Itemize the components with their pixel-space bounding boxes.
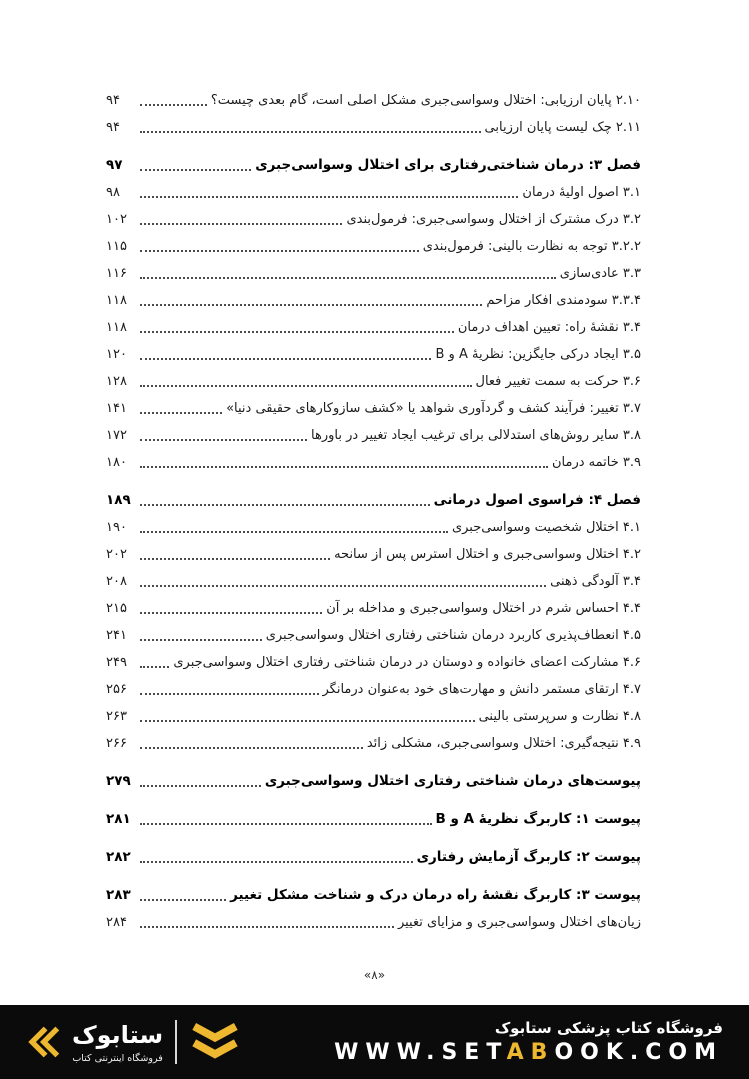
- toc-entry-page: ۱۱۸: [106, 320, 127, 335]
- toc-entry-page: ۲۱۵: [106, 601, 127, 616]
- toc-row: [106, 151, 641, 178]
- toc-entry-title: فصل ۴: فراسوی اصول درمانی: [433, 492, 641, 508]
- store-name: فروشگاه کتاب پزشکی ستابوک: [494, 1018, 723, 1037]
- toc-leader-dots: [140, 412, 222, 414]
- toc-entry-title: ۳.۸ سایر روش‌های استدلالی برای ترغیب ایجاد تغییر در باورها: [311, 428, 641, 443]
- toc-entry-page: ۲۸۳: [106, 887, 131, 903]
- toc-entry-page: ۱۱۵: [106, 239, 127, 254]
- toc-entry-title: ۳.۳.۴ سودمندی افکار مزاحم: [486, 293, 641, 308]
- toc-list: [106, 86, 641, 935]
- toc-row: [106, 513, 641, 540]
- toc-entry-title: پیوست ۱: کاربرگ نظریهٔ A و B: [435, 811, 641, 827]
- toc-row: [106, 767, 641, 794]
- toc-row: [106, 259, 641, 286]
- toc-leader-dots: [140, 823, 432, 825]
- toc-entry-page: ۱۲۰: [106, 347, 127, 362]
- toc-entry-title: ۴.۴ احساس شرم در اختلال وسواسی‌جبری و مداخله بر آن: [326, 601, 641, 616]
- toc-row: [106, 86, 641, 113]
- toc-entry-page: ۲۴۹: [106, 655, 127, 670]
- toc-entry-title: ۴.۷ ارتقای مستمر دانش و مهارت‌های خود به‌عنوان درمانگر: [322, 682, 641, 697]
- toc-entry-page: ۲۰۲: [106, 547, 127, 562]
- toc-entry-page: ۲۸۴: [106, 915, 127, 930]
- toc-row: [106, 675, 641, 702]
- toc-entry-page: ۹۴: [106, 93, 120, 108]
- toc-entry-page: ۲۰۸: [106, 574, 127, 589]
- toc-leader-dots: [140, 639, 262, 641]
- toc-entry-title: ۳.۲.۲ توجه به نظارت بالینی: فرمول‌بندی: [422, 239, 641, 254]
- toc-entry-title: ۳.۳ عادی‌سازی: [559, 266, 641, 281]
- toc-entry-title: ۳.۴ آلودگی ذهنی: [550, 574, 641, 589]
- toc-leader-dots: [140, 693, 319, 695]
- toc-entry-page: ۹۸: [106, 185, 120, 200]
- toc-row: [106, 421, 641, 448]
- folio-page-number: «۸»: [363, 968, 386, 982]
- toc-entry-title: زیان‌های اختلال وسواسی‌جبری و مزایای تغییر: [397, 915, 641, 930]
- toc-entry-title: ۴.۹ نتیجه‌گیری: اختلال وسواسی‌جبری، مشکلی زائد: [366, 736, 641, 751]
- toc-entry-page: ۹۷: [106, 157, 123, 173]
- toc-entry-page: ۱۱۸: [106, 293, 127, 308]
- toc-row: [106, 881, 641, 908]
- toc-entry-title: ۴.۱ اختلال شخصیت وسواسی‌جبری: [451, 520, 641, 535]
- toc-entry-page: ۲۴۱: [106, 628, 127, 643]
- toc-leader-dots: [140, 612, 322, 614]
- toc-row: [106, 178, 641, 205]
- toc-entry-page: ۲۸۱: [106, 811, 131, 827]
- toc-entry-title: پیوست‌های درمان شناختی رفتاری اختلال وسواسی‌جبری: [264, 773, 641, 789]
- toc-row: [106, 232, 641, 259]
- toc-row: [106, 702, 641, 729]
- setabook-logo: [24, 1005, 241, 1079]
- toc-entry-title: ۳.۴ نقشهٔ راه: تعیین اهداف درمان: [457, 320, 641, 335]
- toc-row: [106, 205, 641, 232]
- toc-row: [106, 286, 641, 313]
- toc-leader-dots: [140, 531, 448, 533]
- toc-leader-dots: [140, 720, 475, 722]
- logo-divider: [175, 1020, 177, 1064]
- double-chevron-icon: [24, 1023, 60, 1061]
- toc-entry-title: پیوست ۳: کاربرگ نقشهٔ راه درمان درک و شناخت مشکل تغییر: [230, 887, 641, 903]
- toc-entry-page: ۲۵۶: [106, 682, 127, 697]
- toc-leader-dots: [140, 131, 481, 133]
- toc-row: [106, 340, 641, 367]
- toc-leader-dots: [140, 585, 546, 587]
- toc-row: [106, 594, 641, 621]
- toc-entry-title: ۳.۷ تغییر: فرآیند کشف و گردآوری شواهد یا «کشف سازوکارهای حقیقی دنیا»: [226, 401, 641, 416]
- toc-row: [106, 621, 641, 648]
- toc-entry-title: ۳.۲ درک مشترک از اختلال وسواسی‌جبری: فرمول‌بندی: [346, 212, 641, 227]
- toc-entry-page: ۲۸۲: [106, 849, 131, 865]
- toc-entry-title: ۴.۸ نظارت و سرپرستی بالینی: [478, 709, 641, 724]
- toc-row: [106, 567, 641, 594]
- toc-entry-page: ۱۸۹: [106, 492, 131, 508]
- toc-leader-dots: [140, 304, 482, 306]
- toc-leader-dots: [140, 861, 413, 863]
- toc-entry-page: ۱۰۲: [106, 212, 127, 227]
- toc-leader-dots: [140, 277, 556, 279]
- toc-leader-dots: [140, 358, 431, 360]
- toc-row: [106, 313, 641, 340]
- toc-leader-dots: [140, 666, 169, 668]
- toc-entry-page: ۲۶۶: [106, 736, 127, 751]
- toc-leader-dots: [140, 385, 472, 387]
- footer-bar: [0, 1005, 749, 1079]
- toc-row: [106, 648, 641, 675]
- toc-leader-dots: [140, 104, 207, 106]
- toc-leader-dots: [140, 331, 454, 333]
- toc-entry-page: ۹۴: [106, 120, 120, 135]
- toc-row: [106, 486, 641, 513]
- toc-leader-dots: [140, 926, 394, 928]
- toc-entry-title: فصل ۳: درمان شناختی‌رفتاری برای اختلال وسواسی‌جبری: [255, 157, 641, 173]
- logo-name: ستابوک: [72, 1020, 164, 1049]
- toc-entry-page: ۲۷۹: [106, 773, 131, 789]
- toc-entry-title: ۴.۶ مشارکت اعضای خانواده و دوستان در درمان شناختی رفتاری اختلال وسواسی‌جبری: [173, 655, 641, 670]
- toc-entry-title: ۳.۶ حرکت به سمت تغییر فعال: [475, 374, 641, 389]
- toc-entry-page: ۱۴۱: [106, 401, 127, 416]
- toc-row: [106, 113, 641, 140]
- toc-leader-dots: [140, 169, 251, 171]
- toc-leader-dots: [140, 466, 548, 468]
- toc-leader-dots: [140, 250, 419, 252]
- book-emblem-icon: [189, 1019, 241, 1065]
- logo-text-block: [72, 1021, 163, 1064]
- toc-entry-page: ۱۷۲: [106, 428, 127, 443]
- toc-row: [106, 843, 641, 870]
- toc-entry-page: ۱۸۰: [106, 455, 127, 470]
- toc-leader-dots: [140, 223, 342, 225]
- website-text: WWW.SETABOOK.COM: [334, 1039, 723, 1065]
- toc-entry-page: ۱۹۰: [106, 520, 127, 535]
- toc-row: [106, 729, 641, 756]
- toc-entry-title: ۲.۱۱ چک لیست پایان ارزیابی: [484, 120, 641, 135]
- toc-entry-title: ۲.۱۰ پایان ارزیابی: اختلال وسواسی‌جبری مشکل اصلی است، گام بعدی چیست؟: [210, 93, 641, 108]
- toc-leader-dots: [140, 504, 430, 506]
- toc-leader-dots: [140, 439, 307, 441]
- toc-entry-title: ۴.۲ اختلال وسواسی‌جبری و اختلال استرس پس از سانحه: [334, 547, 641, 562]
- toc-row: [106, 540, 641, 567]
- toc-row: [106, 908, 641, 935]
- toc-leader-dots: [140, 196, 518, 198]
- toc-entry-title: ۳.۵ ایجاد درکی جایگزین: نظریهٔ A و B: [435, 347, 641, 362]
- toc-entry-page: ۲۶۳: [106, 709, 127, 724]
- toc-row: [106, 805, 641, 832]
- toc-row: [106, 448, 641, 475]
- toc-leader-dots: [140, 785, 261, 787]
- toc-entry-title: پیوست ۲: کاربرگ آزمایش رفتاری: [416, 849, 641, 865]
- toc-leader-dots: [140, 899, 226, 901]
- toc-row: [106, 394, 641, 421]
- toc-entry-title: ۳.۹ خاتمه درمان: [551, 455, 641, 470]
- toc-entry-page: ۱۱۶: [106, 266, 127, 281]
- footer-right-block: [334, 1019, 723, 1066]
- logo-tagline: فروشگاه اینترنتی کتاب: [72, 1052, 163, 1064]
- toc-row: [106, 367, 641, 394]
- toc-leader-dots: [140, 558, 330, 560]
- toc-leader-dots: [140, 747, 363, 749]
- toc-entry-title: ۴.۵ انعطاف‌پذیری کاربرد درمان شناختی رفتاری اختلال وسواسی‌جبری: [265, 628, 641, 643]
- toc-entry-page: ۱۲۸: [106, 374, 127, 389]
- toc-entry-title: ۳.۱ اصول اولیهٔ درمان: [522, 185, 641, 200]
